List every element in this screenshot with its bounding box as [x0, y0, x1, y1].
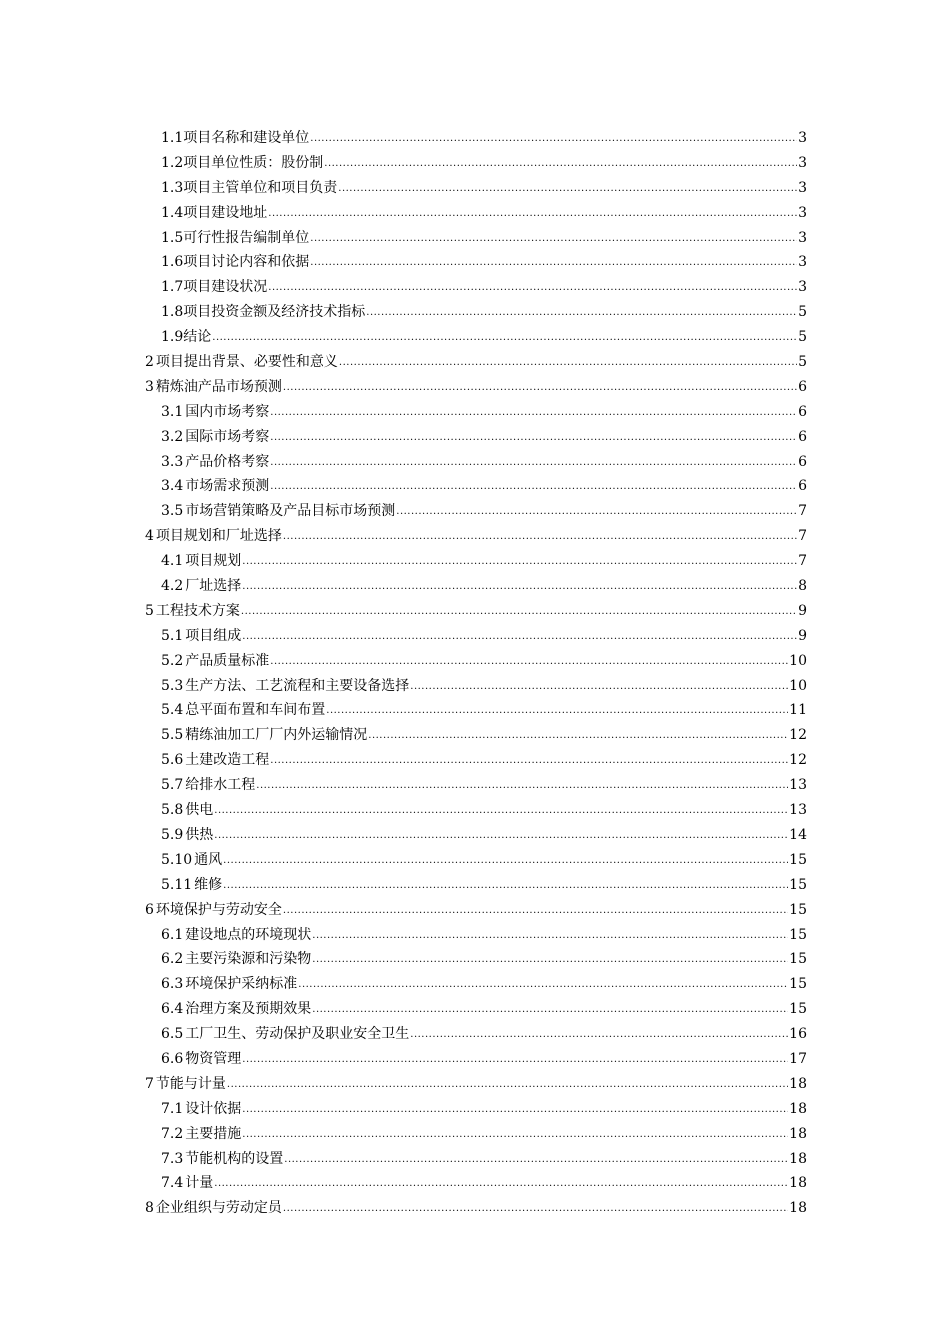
toc-dot-leader: [242, 1055, 788, 1065]
toc-entry-page: 15: [789, 926, 807, 943]
toc-entry-page: 12: [789, 727, 807, 744]
toc-entry-number: 7.1: [161, 1100, 184, 1117]
toc-entry-number: 7: [145, 1075, 154, 1092]
toc-entry-number: 2: [145, 354, 154, 371]
toc-entry[interactable]: [145, 823, 807, 848]
toc-entry[interactable]: [145, 1171, 807, 1196]
toc-dot-leader: [227, 1080, 788, 1090]
toc-dot-leader: [396, 507, 797, 517]
toc-dot-leader: [283, 532, 797, 542]
toc-dot-leader: [270, 408, 797, 418]
toc-entry-number: 8: [145, 1200, 154, 1217]
toc-entry-title: 可行性报告编制单位: [183, 229, 310, 246]
toc-entry-title: 厂址选择: [185, 578, 242, 595]
toc-entry-title: 给排水工程: [185, 777, 256, 794]
toc-entry-number: 7.2: [161, 1125, 184, 1142]
toc-entry-number: 5.4: [161, 702, 184, 719]
toc-entry-page: 13: [789, 777, 807, 794]
toc-entry-title: 市场营销策略及产品目标市场预测: [185, 503, 396, 520]
toc-entry[interactable]: [145, 773, 807, 798]
toc-dot-leader: [242, 582, 797, 592]
toc-entry-page: 14: [789, 826, 807, 843]
toc-entry[interactable]: [145, 1097, 807, 1122]
toc-entry-page: 11: [789, 702, 807, 719]
toc-entry-page: 3: [798, 130, 807, 146]
toc-entry[interactable]: [145, 275, 807, 300]
toc-entry-page: 10: [789, 652, 807, 669]
toc-entry[interactable]: [145, 1047, 807, 1072]
toc-entry-number: 7.4: [161, 1175, 184, 1192]
toc-dot-leader: [214, 806, 788, 816]
toc-entry-title: 工程技术方案: [155, 602, 240, 619]
toc-entry[interactable]: [145, 201, 807, 226]
toc-entry-page: 9: [798, 602, 807, 619]
toc-entry-number: 1.1: [161, 130, 184, 146]
toc-dot-leader: [283, 1204, 788, 1214]
toc-entry[interactable]: [145, 300, 807, 325]
toc-entry-number: 3: [145, 378, 154, 395]
toc-entry[interactable]: [145, 997, 807, 1022]
toc-entry[interactable]: [145, 599, 807, 624]
toc-entry[interactable]: [145, 923, 807, 948]
toc-entry-number: 5.8: [161, 802, 184, 819]
toc-entry-page: 3: [798, 279, 807, 296]
toc-dot-leader: [223, 881, 788, 891]
toc-entry-page: 8: [798, 578, 807, 595]
toc-dot-leader: [368, 731, 788, 741]
toc-entry-title: 国际市场考察: [185, 428, 270, 445]
toc-dot-leader: [256, 781, 788, 791]
toc-entry-number: 6: [145, 901, 154, 918]
toc-entry-title: 土建改造工程: [185, 752, 270, 769]
toc-entry-page: 18: [789, 1075, 807, 1092]
toc-entry[interactable]: [145, 873, 807, 898]
toc-entry-page: 18: [789, 1200, 807, 1217]
toc-entry-title: 节能与计量: [155, 1075, 226, 1092]
toc-entry-number: 1.5: [161, 229, 184, 246]
toc-entry-title: 项目主管单位和项目负责: [183, 179, 338, 196]
toc-entry-number: 5.11: [161, 876, 193, 893]
toc-entry[interactable]: [145, 698, 807, 723]
toc-entry[interactable]: [145, 499, 807, 524]
toc-entry-title: 物资管理: [185, 1050, 242, 1067]
toc-entry-page: 18: [789, 1150, 807, 1167]
toc-entry-page: 10: [789, 677, 807, 694]
toc-entry-title: 结论: [183, 329, 212, 346]
toc-entry-number: 6.5: [161, 1026, 184, 1043]
toc-entry-page: 6: [798, 403, 807, 420]
toc-entry-page: 3: [798, 154, 807, 171]
toc-entry-number: 5: [145, 602, 154, 619]
toc-entry-number: 3.1: [161, 403, 184, 420]
toc-entry-page: 13: [789, 802, 807, 819]
toc-dot-leader: [410, 682, 788, 692]
toc-entry[interactable]: [145, 723, 807, 748]
toc-entry-title: 项目建设地址: [183, 204, 268, 221]
toc-entry-page: 9: [798, 627, 807, 644]
toc-entry-page: 5: [798, 304, 807, 321]
toc-entry[interactable]: [145, 250, 807, 275]
toc-entry-title: 项目投资金额及经济技术指标: [183, 304, 366, 321]
toc-entry-number: 5.6: [161, 752, 184, 769]
toc-entry[interactable]: [145, 574, 807, 599]
toc-entry-number: 7.3: [161, 1150, 184, 1167]
toc-entry[interactable]: [145, 176, 807, 201]
toc-entry[interactable]: [145, 450, 807, 475]
toc-entry-page: 3: [798, 204, 807, 221]
toc-entry-page: 18: [789, 1175, 807, 1192]
toc-entry-page: 3: [798, 254, 807, 271]
table-of-contents: [145, 126, 807, 1221]
toc-entry-page: 6: [798, 453, 807, 470]
toc-entry-title: 企业组织与劳动定员: [155, 1200, 282, 1217]
toc-entry[interactable]: [145, 226, 807, 251]
toc-dot-leader: [298, 980, 788, 990]
toc-entry-page: 18: [789, 1125, 807, 1142]
toc-entry-page: 15: [789, 901, 807, 918]
toc-entry-title: 国内市场考察: [185, 403, 270, 420]
toc-dot-leader: [268, 283, 797, 293]
toc-entry-number: 4.2: [161, 578, 184, 595]
toc-entry[interactable]: [145, 649, 807, 674]
toc-entry[interactable]: [145, 1196, 807, 1221]
toc-entry-title: 治理方案及预期效果: [185, 1001, 312, 1018]
toc-entry-title: 项目名称和建设单位: [183, 130, 310, 146]
toc-entry[interactable]: [145, 151, 807, 176]
toc-dot-leader: [242, 632, 797, 642]
toc-entry-number: 6.3: [161, 976, 184, 993]
toc-entry[interactable]: [145, 798, 807, 823]
toc-dot-leader: [310, 134, 797, 144]
toc-dot-leader: [312, 955, 788, 965]
toc-entry-number: 3.5: [161, 503, 184, 520]
toc-entry-page: 7: [798, 553, 807, 570]
toc-entry-title: 产品质量标准: [185, 652, 270, 669]
toc-entry-number: 4: [145, 528, 154, 545]
toc-dot-leader: [339, 358, 797, 368]
toc-entry-number: 6.1: [161, 926, 184, 943]
toc-entry-title: 通风: [194, 851, 223, 868]
toc-entry-page: 6: [798, 378, 807, 395]
toc-entry[interactable]: [145, 848, 807, 873]
toc-entry-number: 3.2: [161, 428, 184, 445]
toc-entry-page: 3: [798, 179, 807, 196]
toc-entry-title: 工厂卫生、劳动保护及职业安全卫生: [185, 1026, 410, 1043]
toc-entry-title: 供电: [185, 802, 214, 819]
toc-entry[interactable]: [145, 972, 807, 997]
toc-entry[interactable]: [145, 400, 807, 425]
toc-dot-leader: [242, 557, 797, 567]
toc-entry-page: 5: [798, 329, 807, 346]
toc-entry[interactable]: [145, 524, 807, 549]
toc-entry-number: 5.3: [161, 677, 184, 694]
toc-entry-number: 1.6: [161, 254, 184, 271]
toc-entry-number: 6.2: [161, 951, 184, 968]
toc-entry-title: 项目规划和厂址选择: [155, 528, 282, 545]
toc-entry-page: 15: [789, 876, 807, 893]
toc-entry-title: 主要污染源和污染物: [185, 951, 312, 968]
toc-entry-title: 总平面布置和车间布置: [185, 702, 326, 719]
toc-entry-number: 5.2: [161, 652, 184, 669]
toc-entry-page: 15: [789, 1001, 807, 1018]
toc-entry[interactable]: [145, 126, 807, 151]
toc-dot-leader: [223, 856, 788, 866]
toc-entry[interactable]: [145, 1072, 807, 1097]
toc-entry-title: 项目建设状况: [183, 279, 268, 296]
toc-dot-leader: [284, 1155, 788, 1165]
toc-dot-leader: [270, 657, 788, 667]
toc-dot-leader: [310, 234, 797, 244]
toc-entry-title: 主要措施: [185, 1125, 242, 1142]
toc-entry-title: 生产方法、工艺流程和主要设备选择: [185, 677, 410, 694]
toc-entry-page: 6: [798, 428, 807, 445]
toc-entry[interactable]: [145, 325, 807, 350]
toc-entry-title: 项目组成: [185, 627, 242, 644]
toc-dot-leader: [326, 706, 788, 716]
toc-entry-page: 15: [789, 851, 807, 868]
toc-entry-number: 6.4: [161, 1001, 184, 1018]
toc-entry[interactable]: [145, 947, 807, 972]
toc-entry[interactable]: [145, 425, 807, 450]
toc-entry[interactable]: [145, 674, 807, 699]
toc-entry-page: 15: [789, 951, 807, 968]
toc-entry-page: 18: [789, 1100, 807, 1117]
toc-entry-number: 5.10: [161, 851, 193, 868]
toc-entry-number: 5.7: [161, 777, 184, 794]
toc-entry-page: 15: [789, 976, 807, 993]
toc-entry-number: 5.5: [161, 727, 184, 744]
toc-entry-page: 6: [798, 478, 807, 495]
toc-dot-leader: [310, 258, 797, 268]
toc-dot-leader: [410, 1030, 788, 1040]
toc-entry-title: 精炼油产品市场预测: [155, 378, 282, 395]
toc-entry[interactable]: [145, 624, 807, 649]
toc-entry-title: 节能机构的设置: [185, 1150, 284, 1167]
toc-entry-number: 1.7: [161, 279, 184, 296]
toc-dot-leader: [324, 159, 797, 169]
toc-dot-leader: [283, 383, 797, 393]
toc-dot-leader: [312, 931, 788, 941]
toc-entry-number: 1.2: [161, 154, 184, 171]
toc-entry[interactable]: [145, 898, 807, 923]
toc-entry-number: 3.4: [161, 478, 184, 495]
toc-entry-page: 3: [798, 229, 807, 246]
toc-entry[interactable]: [145, 748, 807, 773]
toc-entry-number: 5.9: [161, 826, 184, 843]
toc-entry-number: 4.1: [161, 553, 184, 570]
toc-entry-number: 1.4: [161, 204, 184, 221]
toc-entry[interactable]: [145, 474, 807, 499]
toc-entry-page: 5: [798, 354, 807, 371]
toc-entry-number: 1.8: [161, 304, 184, 321]
toc-entry-title: 市场需求预测: [185, 478, 270, 495]
toc-entry-page: 12: [789, 752, 807, 769]
toc-dot-leader: [283, 906, 788, 916]
toc-entry-title: 项目讨论内容和依据: [183, 254, 310, 271]
toc-entry-title: 维修: [194, 876, 223, 893]
toc-entry-title: 环境保护与劳动安全: [155, 901, 282, 918]
toc-entry-number: 5.1: [161, 627, 184, 644]
toc-entry-title: 项目规划: [185, 553, 242, 570]
toc-dot-leader: [242, 1130, 788, 1140]
toc-entry[interactable]: [145, 549, 807, 574]
toc-dot-leader: [268, 209, 797, 219]
toc-entry-page: 7: [798, 528, 807, 545]
toc-entry[interactable]: [145, 1022, 807, 1047]
toc-entry-title: 计量: [185, 1175, 214, 1192]
toc-entry-title: 产品价格考察: [185, 453, 270, 470]
toc-entry-title: 项目单位性质：股份制: [183, 154, 324, 171]
toc-dot-leader: [242, 1105, 788, 1115]
toc-entry-page: 7: [798, 503, 807, 520]
toc-dot-leader: [338, 184, 797, 194]
toc-entry-number: 6.6: [161, 1050, 184, 1067]
toc-dot-leader: [270, 458, 797, 468]
toc-entry-number: 1.3: [161, 179, 184, 196]
toc-dot-leader: [214, 831, 788, 841]
toc-dot-leader: [241, 607, 797, 617]
toc-entry-page: 17: [789, 1050, 807, 1067]
toc-dot-leader: [214, 1179, 788, 1189]
toc-entry-title: 设计依据: [185, 1100, 242, 1117]
toc-dot-leader: [270, 482, 797, 492]
toc-entry[interactable]: [145, 375, 807, 400]
toc-dot-leader: [270, 433, 797, 443]
toc-entry-page: 16: [789, 1026, 807, 1043]
toc-entry-number: 1.9: [161, 329, 184, 346]
toc-entry[interactable]: [145, 1122, 807, 1147]
toc-entry[interactable]: [145, 350, 807, 375]
toc-entry-title: 精练油加工厂厂内外运输情况: [185, 727, 368, 744]
toc-dot-leader: [312, 1005, 788, 1015]
toc-entry-title: 供热: [185, 826, 214, 843]
toc-entry-title: 项目提出背景、必要性和意义: [155, 354, 338, 371]
toc-dot-leader: [212, 333, 797, 343]
toc-dot-leader: [366, 308, 797, 318]
toc-entry[interactable]: [145, 1147, 807, 1172]
toc-entry-title: 环境保护采纳标准: [185, 976, 298, 993]
toc-entry-number: 3.3: [161, 453, 184, 470]
toc-entry-title: 建设地点的环境现状: [185, 926, 312, 943]
toc-dot-leader: [270, 756, 788, 766]
